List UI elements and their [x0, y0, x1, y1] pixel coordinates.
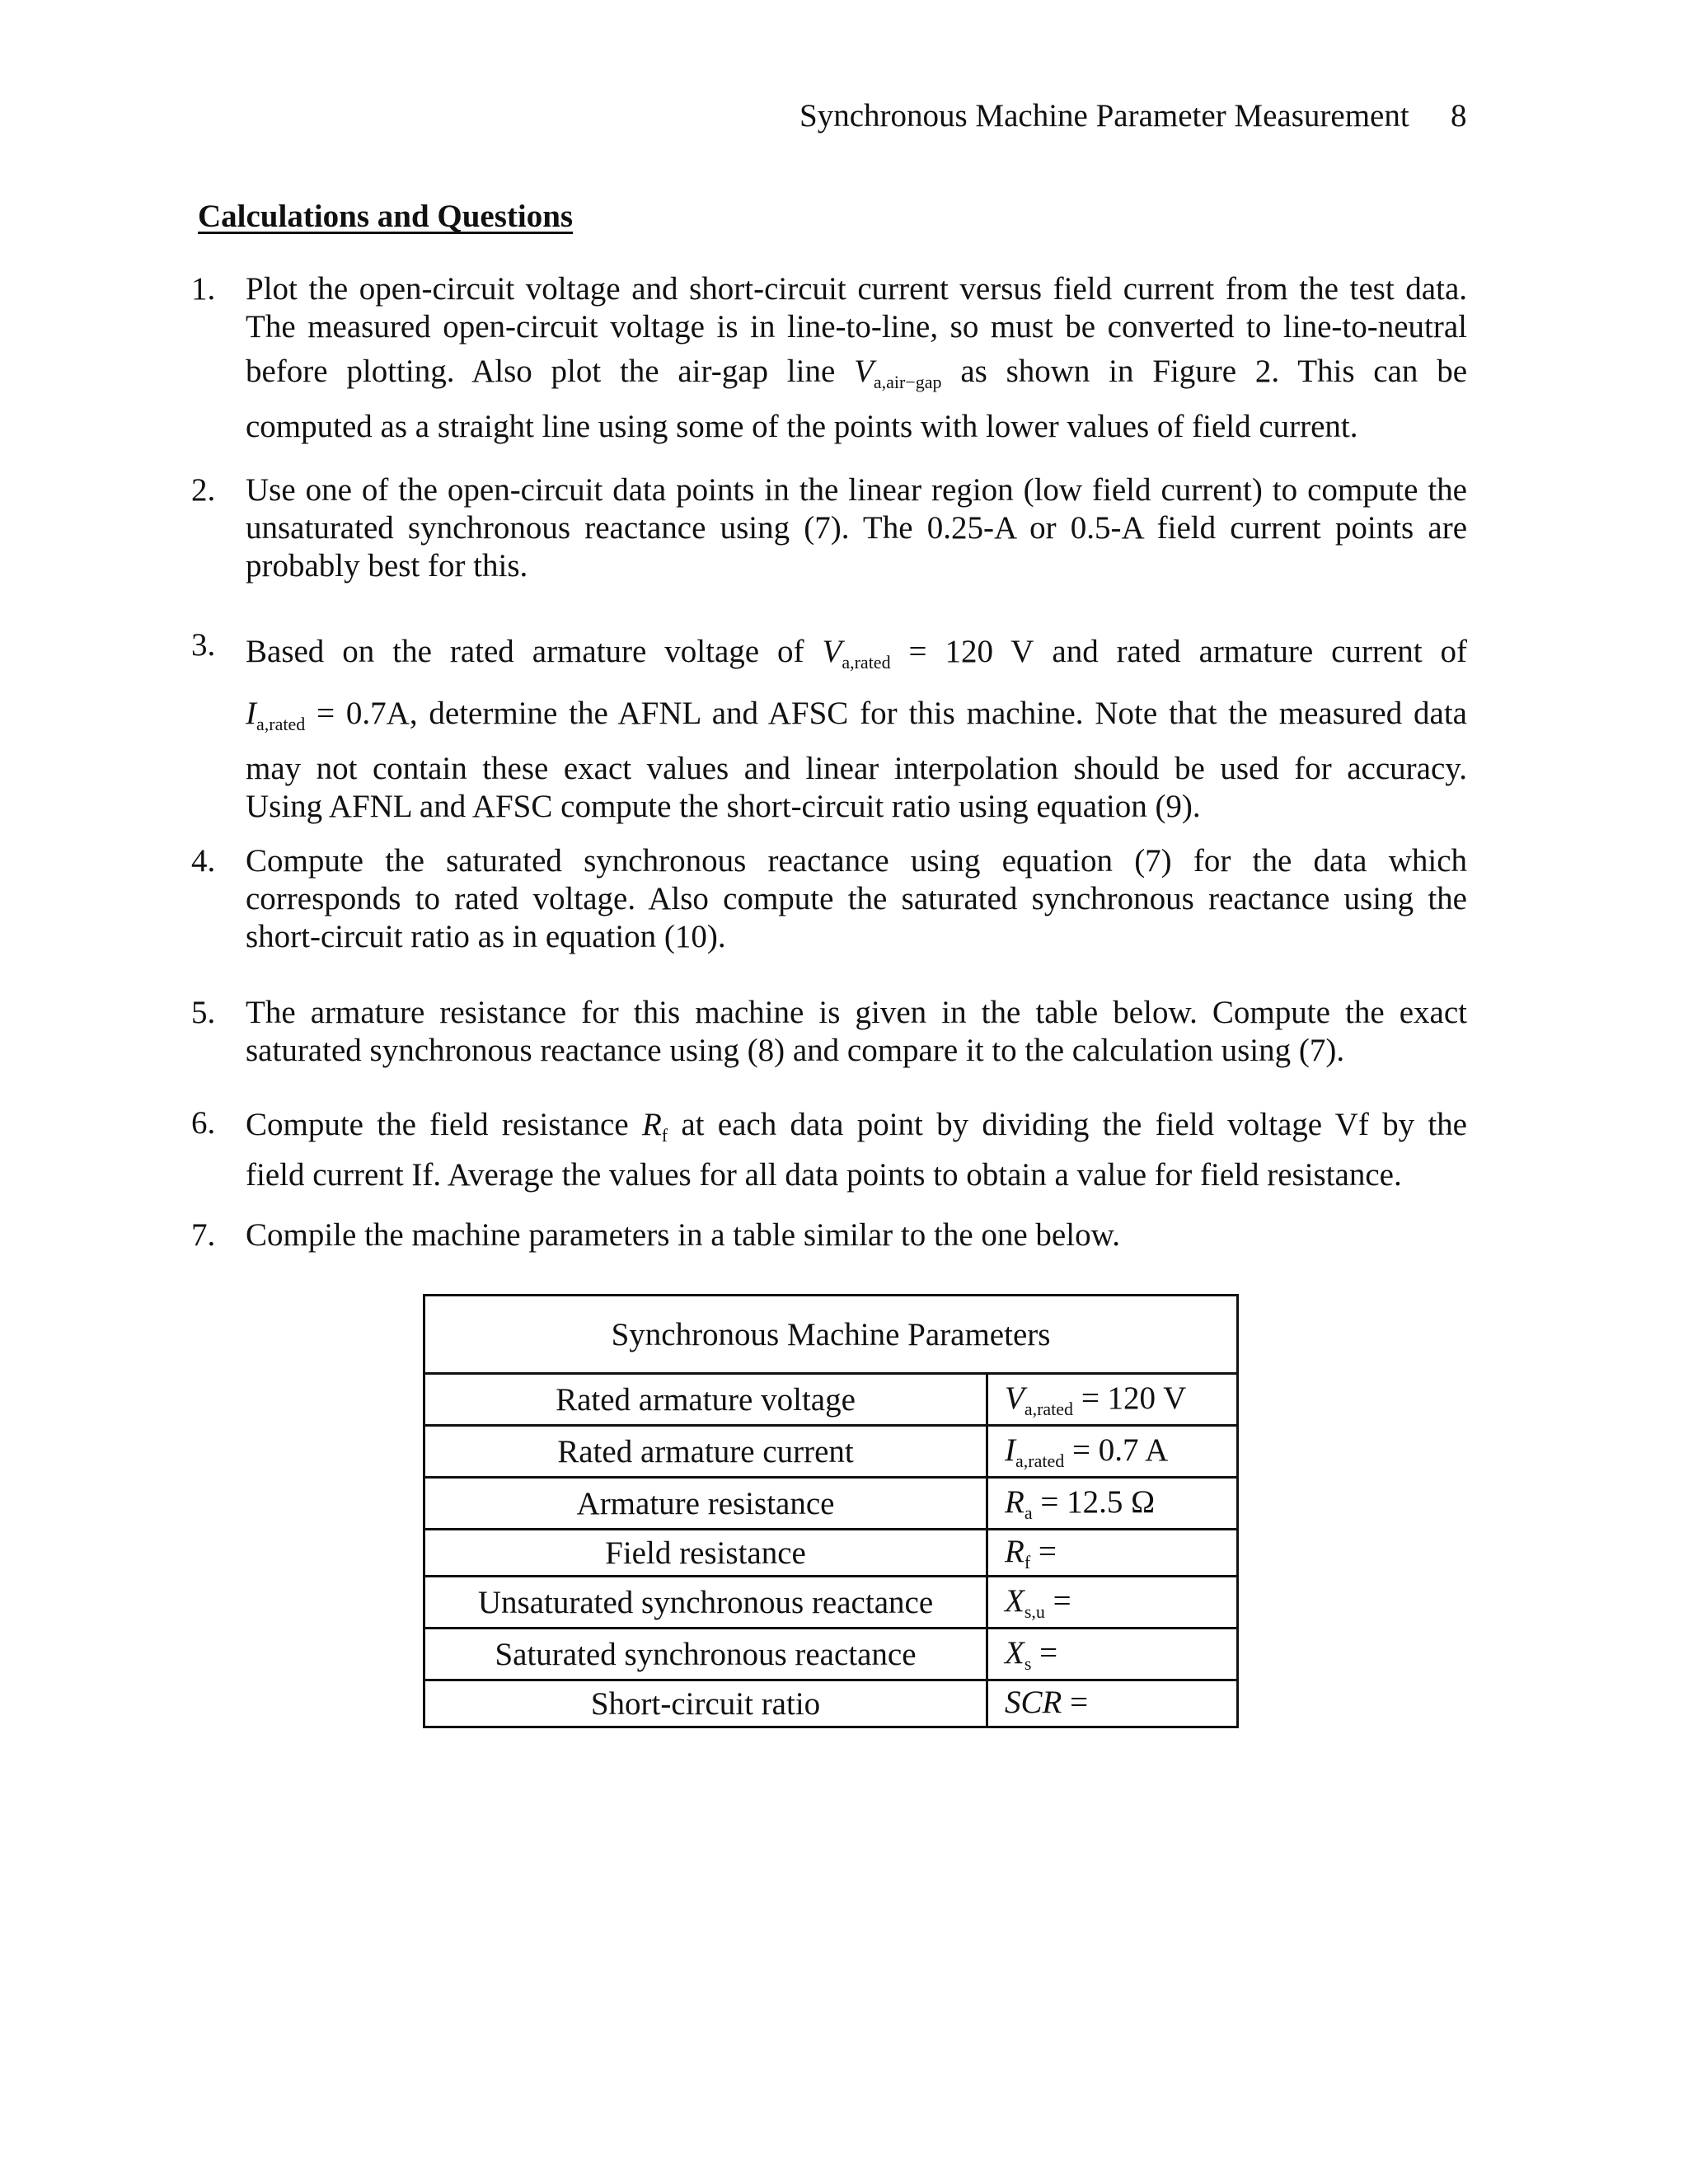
table-title: Synchronous Machine Parameters [424, 1296, 1238, 1374]
question-line: saturated synchronous reactance using (8) and compare it to the calculation using (7). [246, 1033, 1345, 1068]
question-line: Based on the rated armature voltage of $V_{a,rated} = 120$ V and rated armature current of [246, 634, 1468, 673]
question-line: Using AFNL and AFSC compute the short-circuit ratio using equation (9). [246, 789, 1201, 824]
parameter-name: Field resistance [424, 1530, 987, 1577]
parameter-name: Saturated synchronous reactance [424, 1629, 987, 1680]
question-line: Use one of the open-circuit data points in the linear region (low field current) to compute the [246, 472, 1467, 508]
parameter-value: $X_{s,u}$ = [987, 1577, 1238, 1629]
parameter-value: $R_f$ = [987, 1530, 1238, 1577]
table-row [424, 1530, 1238, 1577]
table-row [424, 1374, 1238, 1426]
question-line: The measured open-circuit voltage is in line-to-line, so must be converted to line-to-neutral [246, 309, 1467, 344]
question-number: 3. [191, 627, 216, 663]
question-line: before plotting. Also plot the air-gap line $V_{a,air-gap}$ as shown in Figure 2. This can be [246, 354, 1467, 392]
table-row [424, 1629, 1238, 1680]
machine-parameters-table [423, 1294, 1239, 1728]
question-number: 2. [191, 472, 216, 508]
question-line: unsaturated synchronous reactance using (7). The 0.25-A or 0.5-A field current points are [246, 510, 1467, 546]
question-line: Compute the saturated synchronous reactance using equation (7) for the data which [246, 843, 1467, 879]
parameter-name: Rated armature voltage [424, 1374, 987, 1426]
table-row [424, 1577, 1238, 1629]
question-line: Plot the open-circuit voltage and short-circuit current versus field current from the test data. [246, 271, 1467, 307]
section-title: Calculations and Questions [198, 199, 574, 234]
rated-current-symbol: I [246, 696, 256, 731]
question-number: 6. [191, 1105, 216, 1141]
question-number: 5. [191, 995, 216, 1030]
table-row [424, 1478, 1238, 1530]
question-line: short-circuit ratio as in equation (10). [246, 919, 726, 954]
air-gap-voltage-symbol: V [854, 354, 874, 389]
parameter-value: $V_{a,rated} = 120$ V [987, 1374, 1238, 1426]
question-line: Compile the machine parameters in a table similar to the one below. [246, 1217, 1120, 1253]
parameter-value: $I_{a,rated} = 0.7$ A [987, 1426, 1238, 1478]
question-number: 7. [191, 1217, 216, 1253]
table-row [424, 1426, 1238, 1478]
question-line: probably best for this. [246, 548, 528, 583]
question-line: $I_{a,rated} = 0.7A$, determine the AFNL and AFSC for this machine. Note that the measured data [246, 696, 1467, 734]
question-line: The armature resistance for this machine is given in the table below. Compute the exact [246, 995, 1467, 1030]
field-resistance-symbol: R [641, 1107, 662, 1142]
table-row [424, 1680, 1238, 1727]
page-header [799, 97, 1475, 134]
parameter-name: Armature resistance [424, 1478, 987, 1530]
parameter-value: $R_a = 12.5$ Ω [987, 1478, 1238, 1530]
header-title: Synchronous Machine Parameter Measurement [799, 98, 1409, 134]
parameter-value: SCR = [987, 1680, 1238, 1727]
question-number: 1. [191, 271, 216, 307]
parameter-name: Short-circuit ratio [424, 1680, 987, 1727]
question-line: may not contain these exact values and linear interpolation should be used for accuracy. [246, 751, 1467, 786]
parameter-name: Unsaturated synchronous reactance [424, 1577, 987, 1629]
question-line: corresponds to rated voltage. Also compute the saturated synchronous reactance using the [246, 881, 1467, 916]
question-number: 4. [191, 843, 216, 879]
question-line: field current If. Average the values for all data points to obtain a value for field resistance. [246, 1157, 1402, 1193]
parameter-name: Rated armature current [424, 1426, 987, 1478]
page-number: 8 [1451, 98, 1467, 134]
parameter-value: $X_s$ = [987, 1629, 1238, 1680]
question-line: computed as a straight line using some of the points with lower values of field current. [246, 409, 1358, 444]
question-line: Compute the field resistance $R_f$ at each data point by dividing the field voltage Vf by the [246, 1107, 1467, 1146]
rated-voltage-symbol: V [822, 634, 842, 669]
